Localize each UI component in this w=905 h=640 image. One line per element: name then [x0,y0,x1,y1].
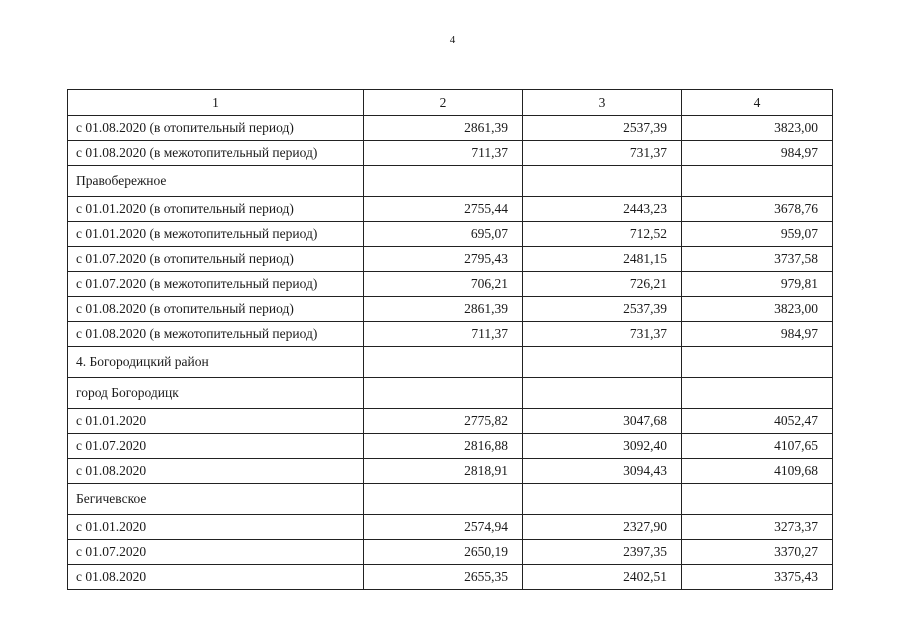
value-cell: 2537,39 [523,116,682,141]
value-cell: 2655,35 [364,565,523,590]
row-label: с 01.08.2020 (в отопительный период) [68,116,364,141]
row-label: с 01.08.2020 (в межотопительный период) [68,322,364,347]
value-cell: 2443,23 [523,197,682,222]
value-cell: 2650,19 [364,540,523,565]
section-row [68,484,833,515]
value-cell: 731,37 [523,141,682,166]
value-cell [364,378,523,409]
value-cell [523,166,682,197]
value-cell: 2861,39 [364,116,523,141]
table-row [68,222,833,247]
table-row [68,540,833,565]
value-cell: 959,07 [682,222,833,247]
value-cell: 711,37 [364,141,523,166]
value-cell: 3375,43 [682,565,833,590]
row-label: с 01.07.2020 [68,540,364,565]
value-cell: 2795,43 [364,247,523,272]
value-cell [364,484,523,515]
value-cell [523,347,682,378]
column-header-2: 2 [364,90,523,116]
page-number: 4 [449,34,456,46]
value-cell: 3678,76 [682,197,833,222]
value-cell: 3273,37 [682,515,833,540]
table-row [68,247,833,272]
table-row [68,116,833,141]
table-row [68,409,833,434]
value-cell: 2537,39 [523,297,682,322]
value-cell: 695,07 [364,222,523,247]
value-cell [364,347,523,378]
value-cell: 711,37 [364,322,523,347]
row-label: с 01.01.2020 [68,409,364,434]
value-cell: 4109,68 [682,459,833,484]
section-label: город Богородицк [68,378,364,409]
table-row [68,297,833,322]
value-cell [682,166,833,197]
value-cell [682,378,833,409]
value-cell: 731,37 [523,322,682,347]
row-label: с 01.08.2020 [68,565,364,590]
row-label: с 01.08.2020 (в межотопительный период) [68,141,364,166]
table-row [68,141,833,166]
value-cell: 2755,44 [364,197,523,222]
section-label: Правобережное [68,166,364,197]
value-cell: 2402,51 [523,565,682,590]
row-label: с 01.07.2020 (в отопительный период) [68,247,364,272]
value-cell [682,347,833,378]
row-label: с 01.01.2020 (в межотопительный период) [68,222,364,247]
value-cell: 4107,65 [682,434,833,459]
value-cell: 3823,00 [682,297,833,322]
table-header-row [68,90,833,116]
value-cell: 3047,68 [523,409,682,434]
value-cell [523,484,682,515]
table-row [68,459,833,484]
value-cell: 2327,90 [523,515,682,540]
section-label: Бегичевское [68,484,364,515]
column-header-1: 1 [68,90,364,116]
value-cell [682,484,833,515]
table-row [68,272,833,297]
value-cell: 3094,43 [523,459,682,484]
table-row [68,197,833,222]
value-cell: 2775,82 [364,409,523,434]
value-cell: 2481,15 [523,247,682,272]
table-row [68,565,833,590]
row-label: с 01.08.2020 [68,459,364,484]
column-header-4: 4 [682,90,833,116]
row-label: с 01.01.2020 [68,515,364,540]
table-row [68,322,833,347]
value-cell: 3737,58 [682,247,833,272]
section-row [68,166,833,197]
value-cell: 2816,88 [364,434,523,459]
row-label: с 01.08.2020 (в отопительный период) [68,297,364,322]
value-cell: 2861,39 [364,297,523,322]
table-row [68,434,833,459]
section-label: 4. Богородицкий район [68,347,364,378]
value-cell: 984,97 [682,141,833,166]
row-label: с 01.01.2020 (в отопительный период) [68,197,364,222]
column-header-3: 3 [523,90,682,116]
value-cell: 706,21 [364,272,523,297]
value-cell [364,166,523,197]
value-cell: 979,81 [682,272,833,297]
value-cell: 2818,91 [364,459,523,484]
value-cell: 2397,35 [523,540,682,565]
tariff-table [67,89,833,590]
value-cell: 2574,94 [364,515,523,540]
value-cell: 3823,00 [682,116,833,141]
value-cell: 726,21 [523,272,682,297]
value-cell: 712,52 [523,222,682,247]
value-cell: 3092,40 [523,434,682,459]
value-cell: 984,97 [682,322,833,347]
section-row [68,378,833,409]
section-row [68,347,833,378]
row-label: с 01.07.2020 [68,434,364,459]
value-cell [523,378,682,409]
value-cell: 4052,47 [682,409,833,434]
value-cell: 3370,27 [682,540,833,565]
row-label: с 01.07.2020 (в межотопительный период) [68,272,364,297]
table-row [68,515,833,540]
